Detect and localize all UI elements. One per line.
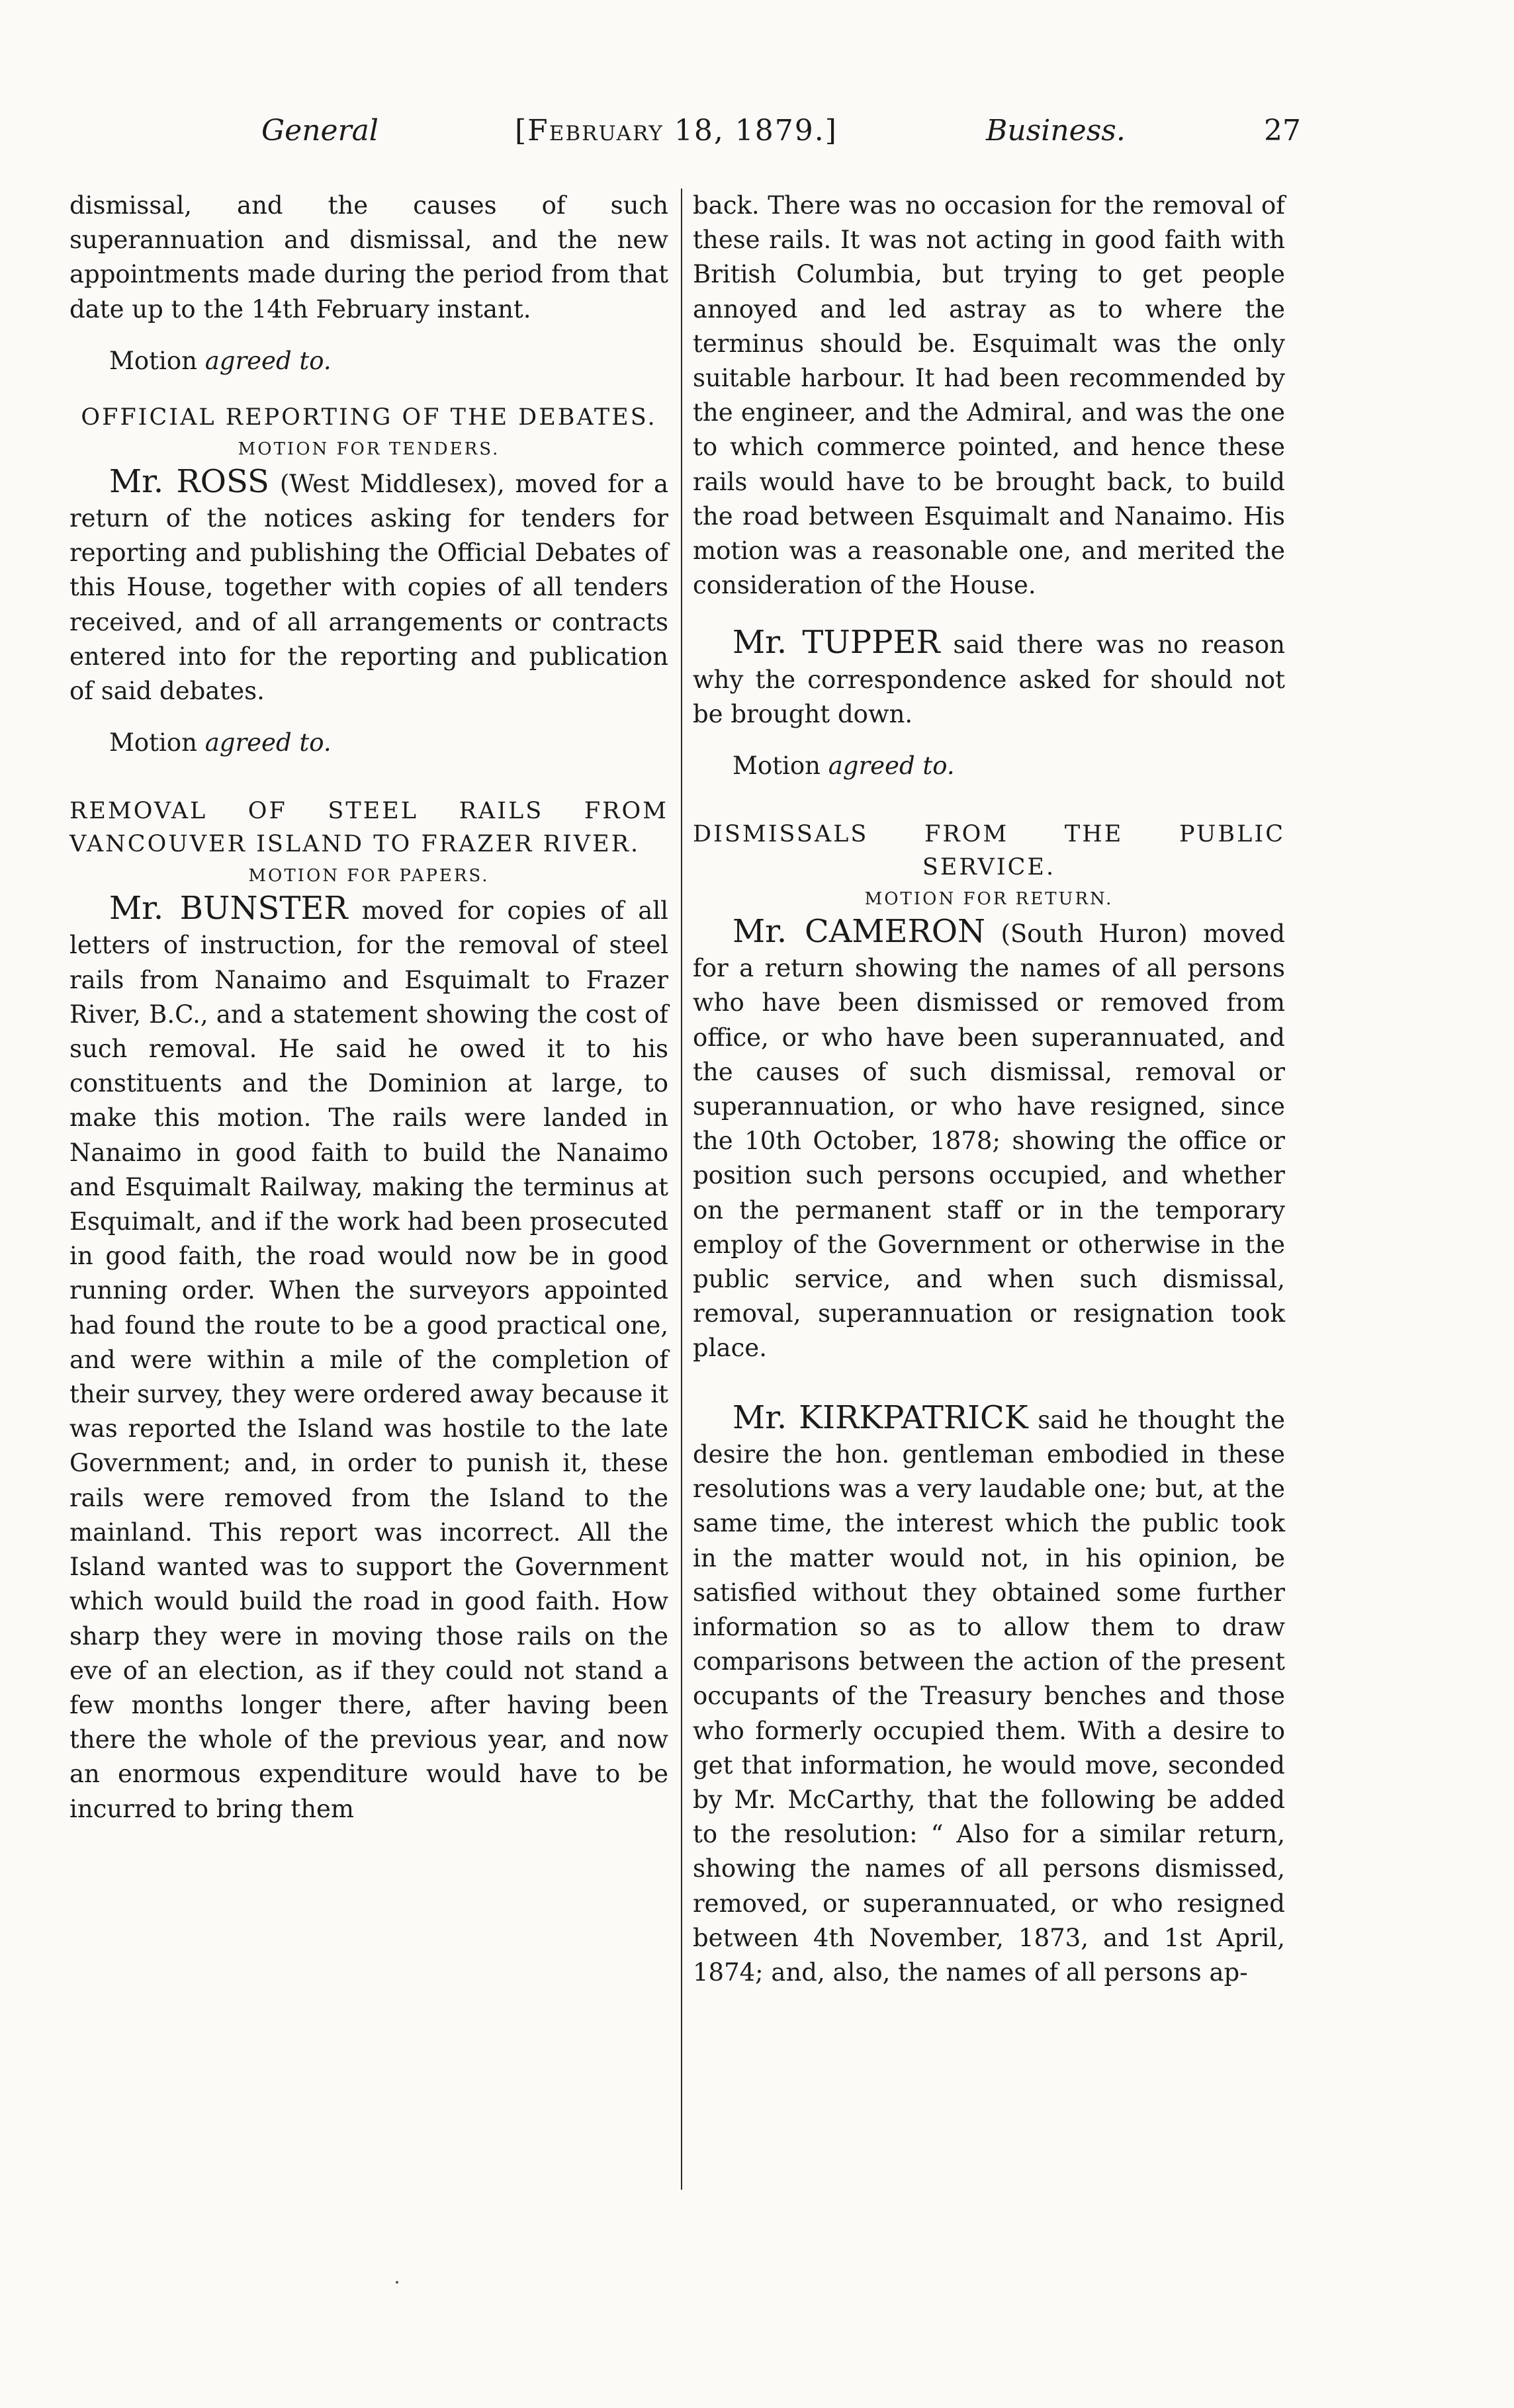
- column-divider: [681, 189, 682, 2190]
- section-subtitle: MOTION FOR TENDERS.: [238, 439, 500, 459]
- motion-agreed: Motion agreed to.: [109, 728, 332, 757]
- page-number: 27: [1264, 114, 1301, 148]
- section-title: DISMISSALS FROM THE PUBLIC SERVICE.: [693, 821, 1285, 881]
- speaker-name: Mr. BUNSTER: [109, 890, 348, 927]
- right-column: [693, 189, 1285, 1990]
- speaker-name: Mr. KIRKPATRICK: [733, 1398, 1028, 1436]
- speaker-name: Mr. CAMERON: [733, 913, 986, 951]
- continuation-paragraph: back. There was no occasion for the removal of these rails. It was not acting in good faith with British Columbia, but trying to get people annoyed and led astray as to where the terminus should be. Esquimalt was the only suitable harbour. It had been recommended by the engineer, and the Admiral, and was the one to which commerce pointed, and hence these rails would have to be brought back, to build the road between Esquimalt and Nanaimo. His motion was a reasonable one, and merited the consideration of the House.: [693, 191, 1285, 600]
- speech-paragraph: Mr. BUNSTER moved for copies of all letters of instruction, for the removal of steel rails from Nanaimo and Esquimalt to Frazer River, B.C., and a statement showing the cost of such removal. He said he owed it to his constituents and the Dominion at large, to make this motion. The rails were landed in Nanaimo in good faith to build the Nanaimo and Esquimalt Railway, making the terminus at Esquimalt, and if the work had been prosecuted in good faith, the road would now be in good running order. When the surveyors appointed had found the route to be a good practical one, and were within a mile of the completion of their survey, they were ordered away because it was reported the Island was hostile to the late Government; and, in order to punish it, these rails were removed from the Island to the mainland. This report was incorrect. All the Island wanted was to support the Government which would build the road in good faith. How sharp they were in moving those rails on the eve of an election, as if they could not stand a few months longer there, after having been there the whole of the previous year, and now an enormous expenditure would have to be incurred to bring them: [69, 890, 668, 1823]
- section-subtitle: MOTION FOR PAPERS.: [248, 866, 490, 886]
- speaker-name: Mr. ROSS: [109, 462, 269, 500]
- section-title: OFFICIAL REPORTING OF THE DEBATES.: [81, 404, 657, 431]
- section-title: REMOVAL OF STEEL RAILS FROM VANCOUVER ISLAND TO FRAZER RIVER.: [69, 798, 668, 858]
- section-subtitle: MOTION FOR RETURN.: [864, 889, 1114, 910]
- speech-paragraph: Mr. KIRKPATRICK said he thought the desire the hon. gentleman embodied in these resolutions was a very laudable one; but, at the same time, the interest which the public took in the matter would not, in his opinion, be satisfied without they obtained some further information so as to allow them to draw comparisons between the action of the present occupants of the Treasury benches and those who formerly occupied them. With a desire to get that information, he would move, seconded by Mr. McCarthy, that the following be added to the resolution: “ Also for a similar return, showing the names of all persons dismissed, removed, or superannuated, or who resigned between 4th November, 1873, and 1st April, 1874; and, also, the names of all persons ap-: [693, 1398, 1285, 1987]
- speech-paragraph: Mr. TUPPER said there was no reason why the correspondence asked for should not be brought down.: [693, 624, 1285, 728]
- motion-agreed: Motion agreed to.: [733, 752, 955, 781]
- page-header: [0, 114, 1514, 160]
- continuation-paragraph: dismissal, and the causes of such superannuation and dismissal, and the new appointments made during the period from that date up to the 14th February instant.: [69, 191, 668, 323]
- header-right: Business.: [986, 114, 1126, 148]
- print-speck: [396, 2281, 398, 2284]
- left-column: [69, 189, 668, 1827]
- header-left: General: [261, 114, 378, 148]
- speaker-name: Mr. TUPPER: [733, 624, 940, 662]
- speech-paragraph: Mr. ROSS (West Middlesex), moved for a return of the notices asking for tenders for reporting and publishing the Official Debates of this House, together with copies of all tenders received, and of all arrangements or contracts entered into for the reporting and publication of said debates.: [69, 462, 669, 706]
- speech-paragraph: Mr. CAMERON (South Huron) moved for a return showing the names of all persons who have been dismissed or removed from office, or who have been superannuated, and the causes of such dismissal, removal or superannuation, or who have resigned, since the 10th October, 1878; showing the office or position such persons occupied, and whether on the permanent staff or in the temporary employ of the Government or otherwise in the public service, and when such dismissal, removal, superannuation or resignation took place.: [693, 913, 1286, 1363]
- header-date: [February 18, 1879.]: [515, 114, 838, 148]
- motion-agreed: Motion agreed to.: [109, 346, 332, 375]
